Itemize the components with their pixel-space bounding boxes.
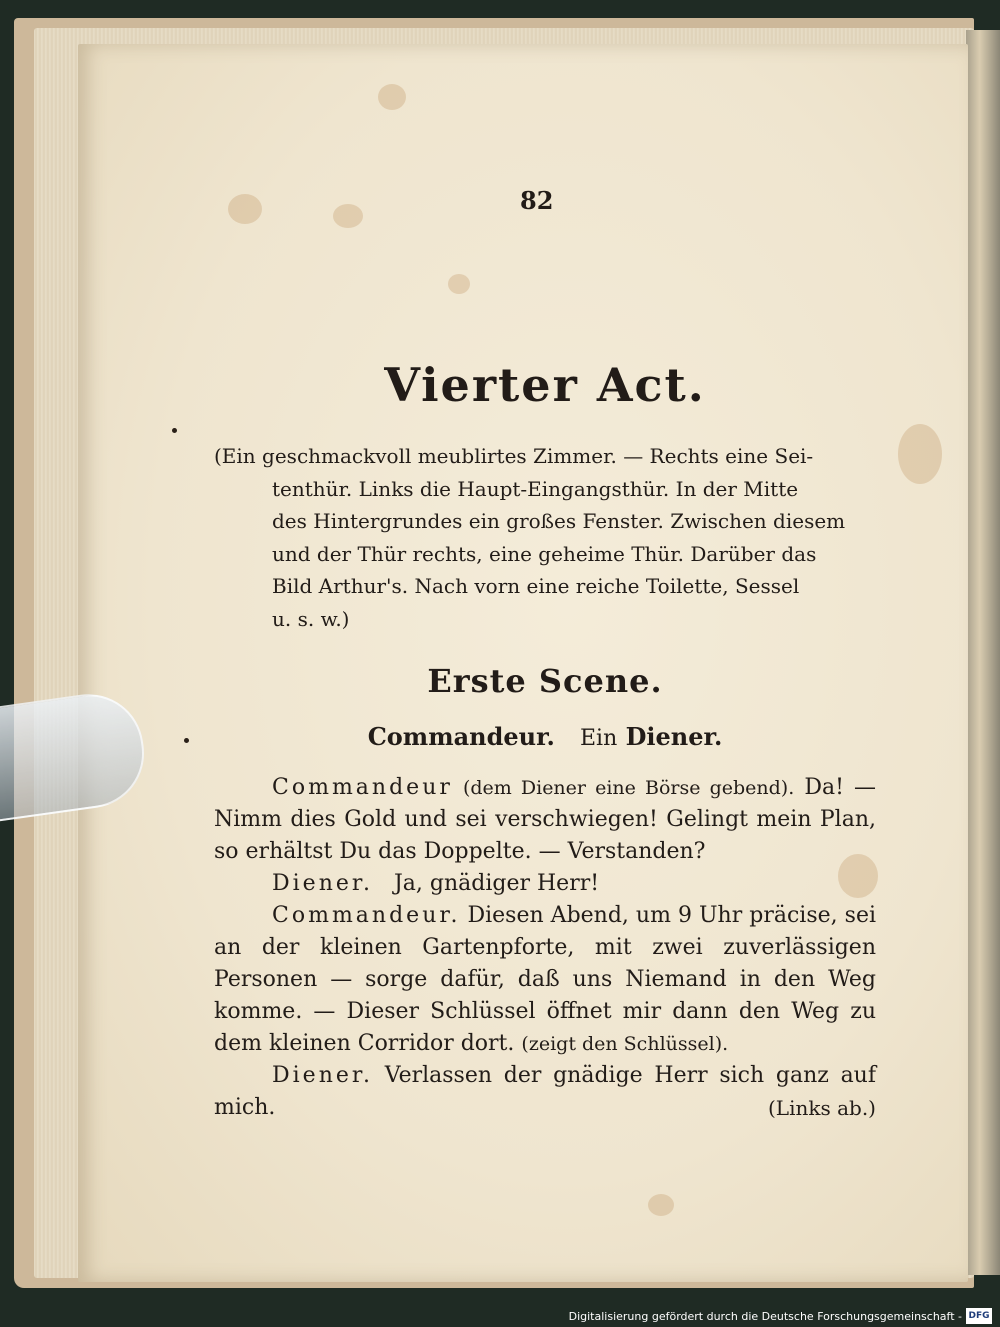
exit-direction: (Links ab.)	[768, 1096, 876, 1120]
foxing-stain	[898, 424, 942, 484]
dialogue-text: Ja, gnädiger Herr!	[393, 871, 600, 896]
stage-direction-inline: (zeigt den Schlüssel).	[521, 1033, 729, 1055]
speaker-name: Diener.	[272, 871, 373, 896]
dialogue-text: Da! — Nimm dies Gold und sei verschwiegen! Gelingt mein Plan, so erhältst Du das Doppelte. — Verstanden?	[214, 775, 876, 864]
dfg-logo: DFG	[966, 1308, 992, 1324]
speaker-name: Diener.	[272, 1063, 373, 1088]
digitization-credit: Digitalisierung gefördert durch die Deutsche Forschungsgemeinschaft -	[568, 1310, 962, 1323]
cast-member-commandeur: Commandeur.	[367, 722, 555, 751]
foxing-stain	[648, 1194, 674, 1216]
cast-member-diener: Diener.	[625, 722, 723, 751]
dialogue	[214, 772, 876, 1124]
act-title: Vierter Act.	[384, 358, 706, 412]
stage-direction-inline: (dem Diener eine Börse gebend).	[462, 777, 795, 799]
foxing-stain	[378, 84, 406, 110]
stage-direction	[214, 440, 876, 635]
page-number: 82	[520, 186, 554, 215]
stage-direction-line: u. s. w.)	[272, 606, 350, 631]
facing-page-edge	[966, 30, 1000, 1275]
scene-title: Erste Scene.	[427, 662, 663, 700]
ink-dot	[172, 428, 177, 433]
speaker-name: Commandeur	[272, 775, 453, 800]
dialogue-text: Verlassen der gnädige Herr sich ganz auf mich.	[214, 1063, 876, 1120]
foxing-stain	[448, 274, 470, 294]
stage-direction-line: (Ein geschmackvoll meublirtes Zimmer. — Rechts eine Sei-	[214, 444, 814, 468]
stage-direction-line: Bild Arthur's. Nach vorn eine reiche Toilette, Sessel	[272, 574, 800, 598]
foxing-stain	[333, 204, 363, 228]
foxing-stain	[228, 194, 262, 224]
speaker-name: Commandeur.	[272, 903, 461, 928]
stage-direction-line: tenthür. Links die Haupt-Eingangsthür. In der Mitte	[272, 476, 799, 501]
dialogue-line	[214, 1060, 876, 1124]
cast-article: Ein	[579, 726, 618, 751]
dialogue-line	[214, 900, 876, 1060]
dialogue-line	[214, 868, 876, 900]
dialogue-line	[214, 772, 876, 868]
cast-list	[200, 722, 890, 751]
stage-direction-line: des Hintergrundes ein großes Fenster. Zwischen diesem	[272, 509, 846, 533]
dialogue-text: Diesen Abend, um 9 Uhr präcise, sei an der kleinen Gartenpforte, mit zwei zuverlässigen Personen — sorge dafür, daß uns Niemand in den Weg komme. — Dieser Schlüssel öffnet mir dann den Weg zu dem kleinen Corridor dort.	[214, 903, 877, 1056]
ink-dot	[184, 738, 189, 743]
stage-direction-line: und der Thür rechts, eine geheime Thür. Darüber das	[272, 541, 817, 566]
